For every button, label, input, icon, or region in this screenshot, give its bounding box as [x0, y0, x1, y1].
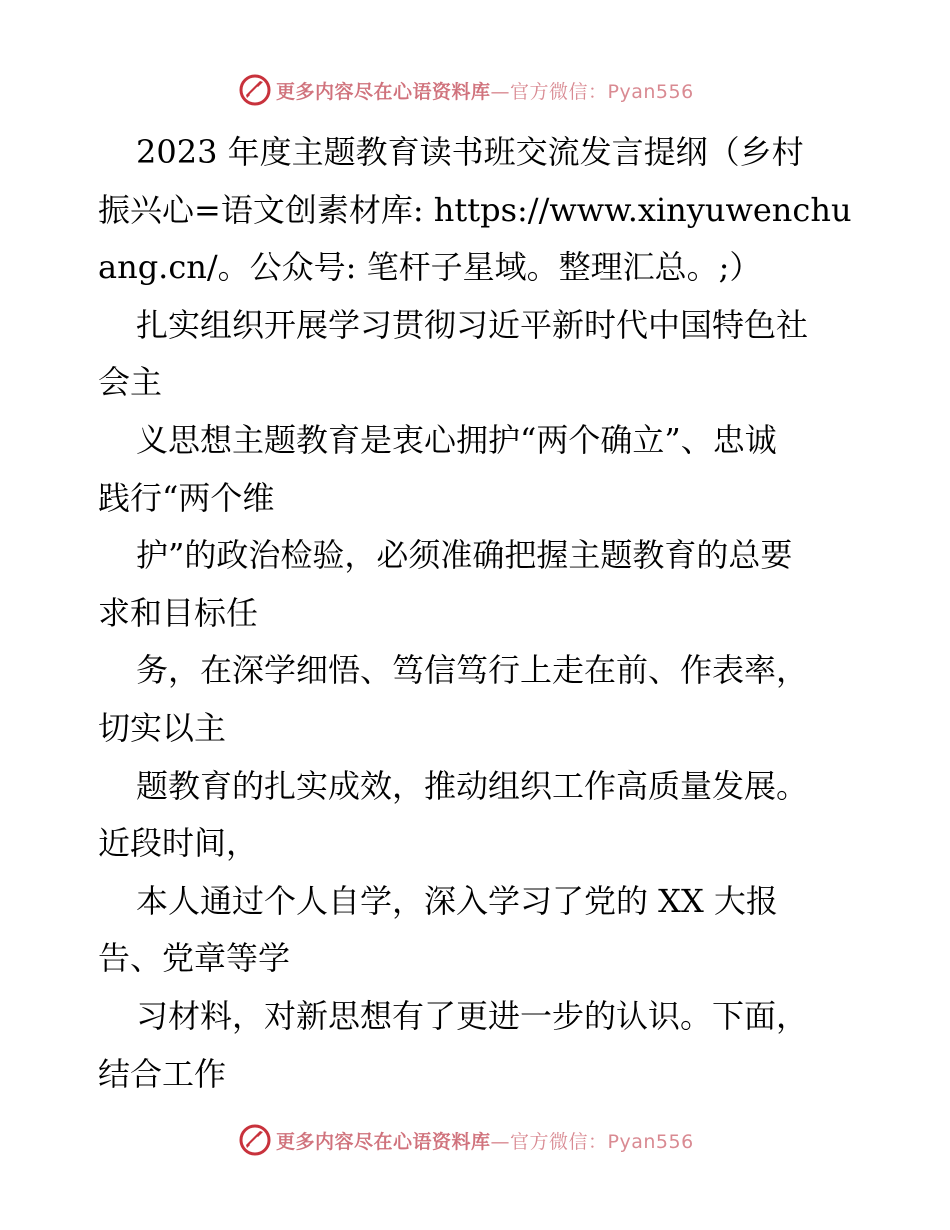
watermark-prefix: 更多内容尽在心语资料库 [276, 1130, 491, 1153]
body-text-line: 会主 [98, 363, 163, 402]
watermark-banner-bottom [238, 1120, 694, 1160]
body-text-line: 振兴心=语文创素材库: https://www.xinyuwenchu [98, 190, 852, 229]
quill-logo-icon [238, 73, 272, 107]
body-text-line: 切实以主 [98, 708, 227, 747]
watermark-text [276, 1127, 694, 1154]
body-text-line: 义思想主题教育是衷心拥护“两个确立”、忠诚 [136, 420, 777, 459]
body-text-line: ang.cn/。公众号: 笔杆子星域。整理汇总。;） [98, 248, 762, 287]
body-text-line: 求和目标任 [98, 593, 259, 632]
body-text-line: 扎实组织开展学习贯彻习近平新时代中国特色社 [136, 305, 809, 344]
body-text-line: 题教育的扎实成效，推动组织工作高质量发展。 [136, 766, 809, 805]
document-body [98, 124, 858, 1103]
watermark-banner-top [238, 70, 694, 110]
body-text-line: 结合工作 [98, 1054, 227, 1093]
body-text-line: 2023 年度主题教育读书班交流发言提纲（乡村 [136, 133, 804, 171]
watermark-suffix: —官方微信：Pyan556 [490, 80, 694, 103]
watermark-text [276, 77, 694, 104]
body-text-line: 告、党章等学 [98, 939, 291, 978]
quill-logo-icon [238, 1123, 272, 1157]
body-text-line: 践行“两个维 [98, 478, 275, 517]
body-text-line: 务，在深学细悟、笃信笃行上走在前、作表率， [136, 651, 809, 690]
body-text-line: 近段时间， [98, 824, 259, 863]
watermark-suffix: —官方微信：Pyan556 [490, 1130, 694, 1153]
watermark-prefix: 更多内容尽在心语资料库 [276, 80, 491, 103]
body-text-line: 习材料，对新思想有了更进一步的认识。下面， [136, 996, 809, 1035]
body-text-line: 本人通过个人自学，深入学习了党的 XX 大报 [136, 881, 778, 920]
body-text-line: 护”的政治检验，必须准确把握主题教育的总要 [136, 536, 793, 575]
